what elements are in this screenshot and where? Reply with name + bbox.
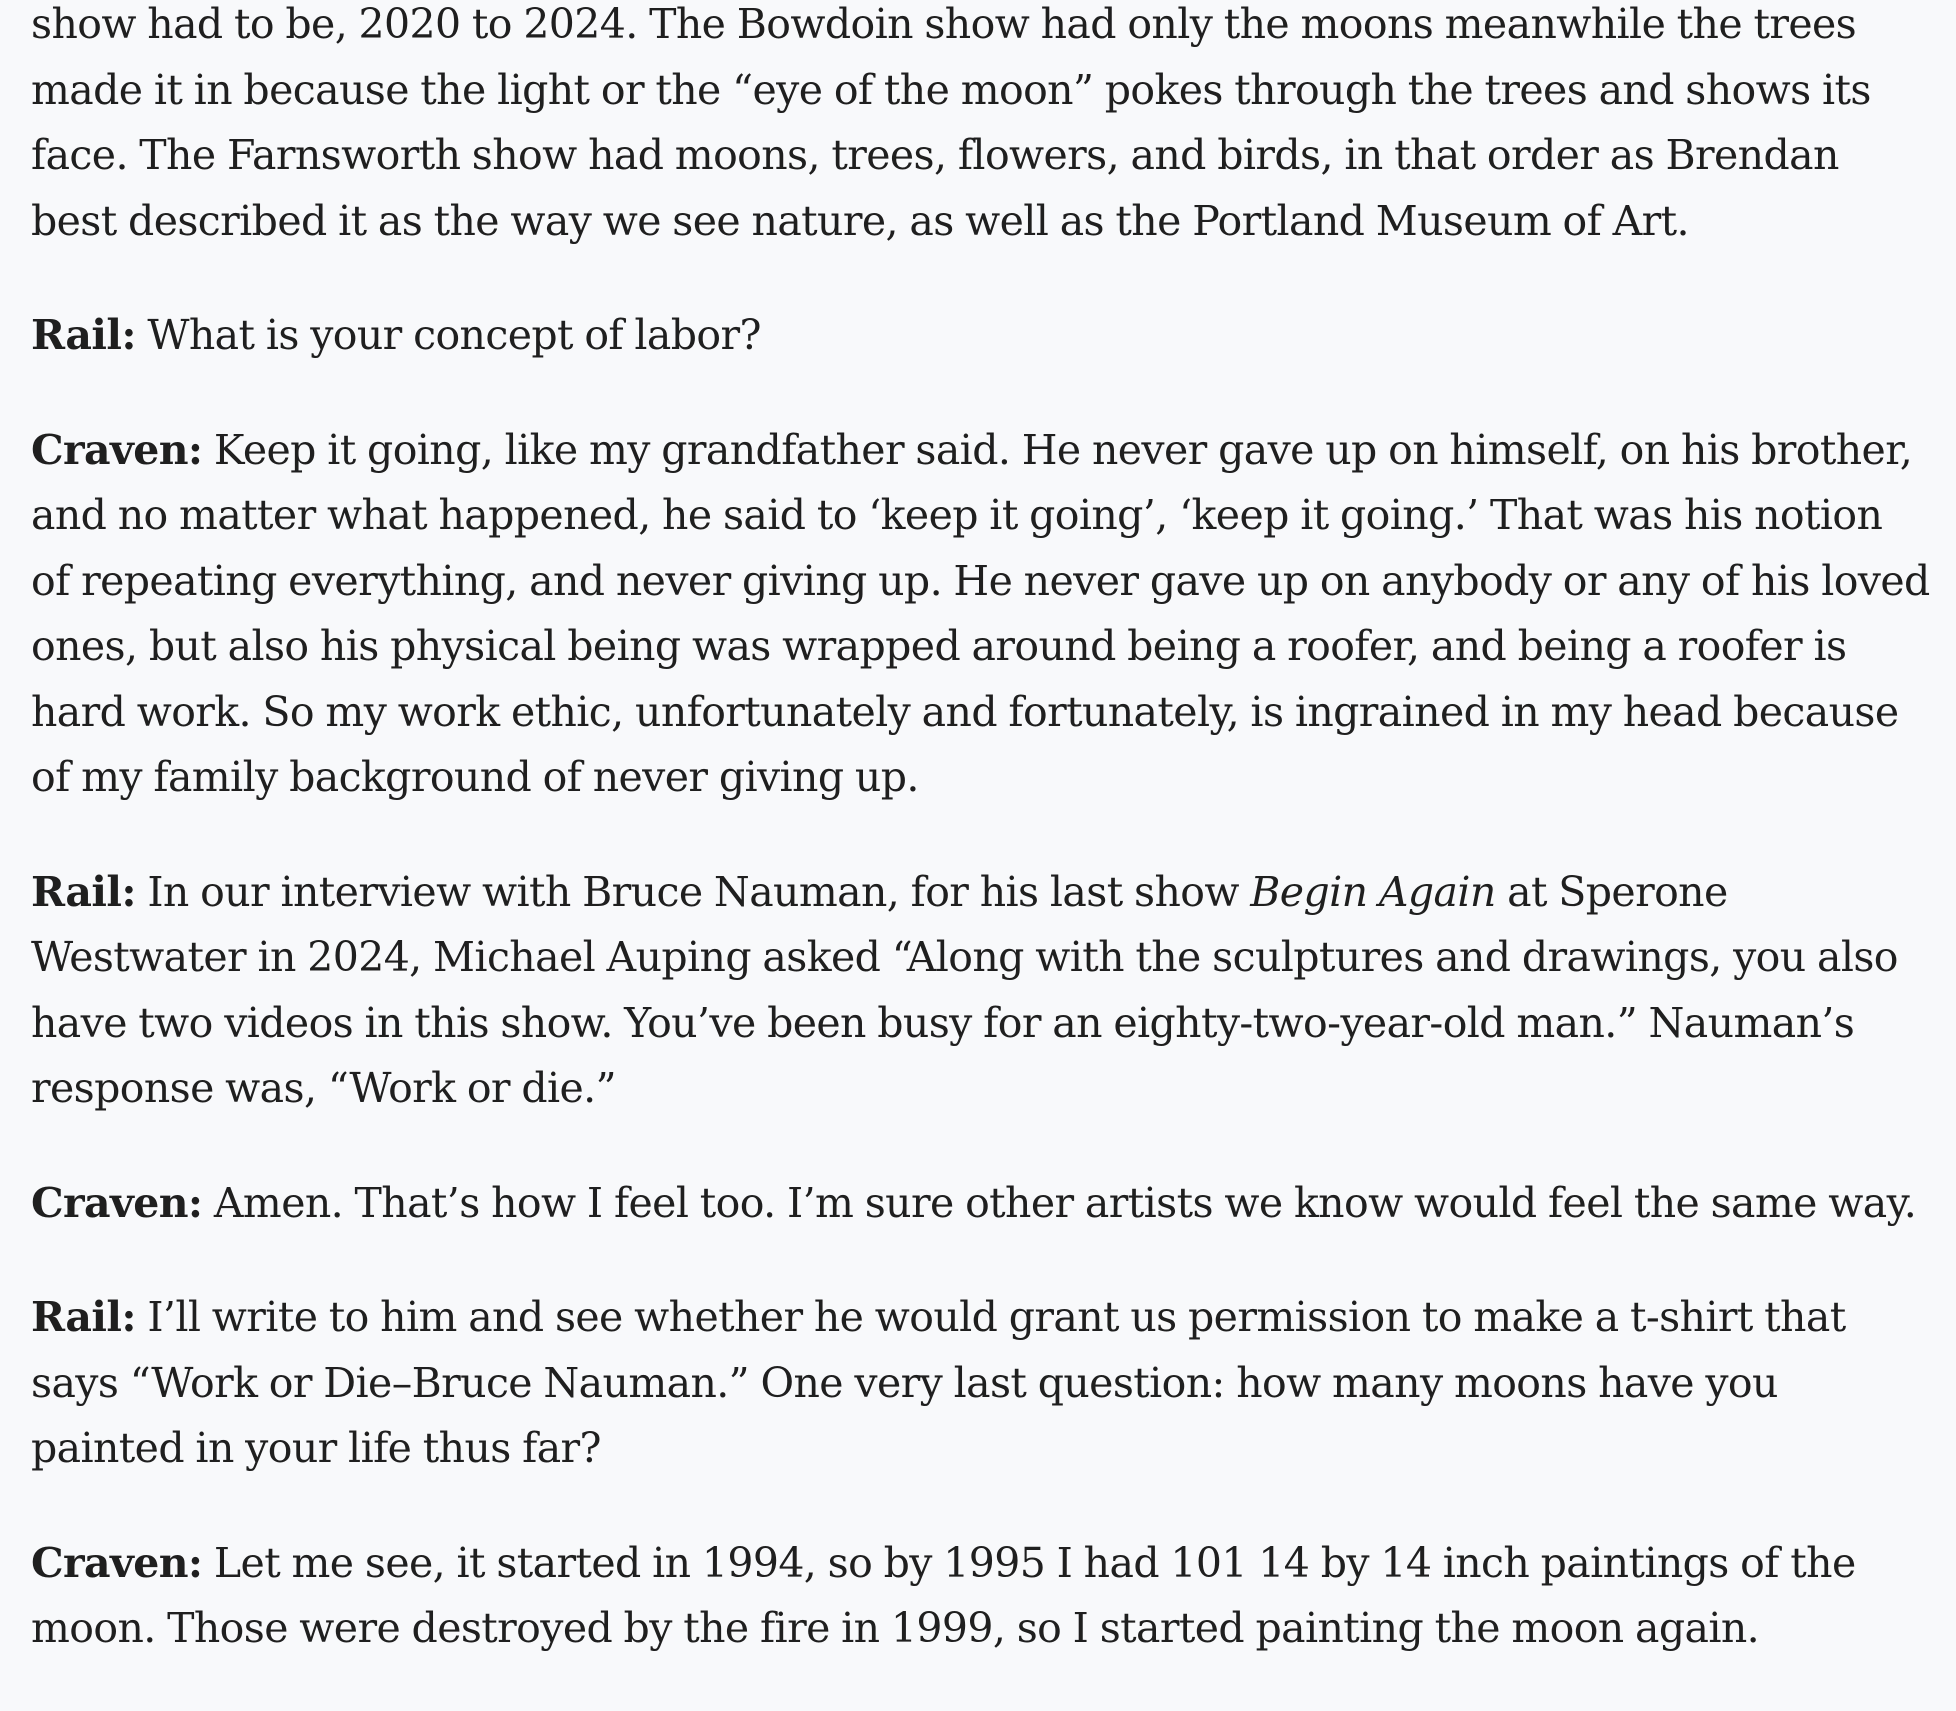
paragraph-craven-answer-moons [31, 1531, 1931, 1662]
paragraph-craven-answer-amen [31, 1171, 1931, 1237]
paragraph-text: I’ll write to him and see whether he would grant us permission to make a t-shirt that says “Work or Die–Bruce Nauman.” One very last question: how many moons have you painted in your life thus far? [31, 1293, 1846, 1472]
speaker-label: Rail: [31, 1293, 136, 1341]
speaker-label: Craven: [31, 1538, 203, 1587]
paragraph-craven-answer-labor [31, 418, 1931, 811]
show-title: Begin Again [1250, 867, 1496, 916]
paragraph-text: at Sperone Westwater in 2024, Michael Auping asked “Along with the sculptures and drawings, you also have two videos in this show. You’ve been busy for an eighty-two-year-old man.” Nauman’s response was, “Work or die.” [31, 867, 1898, 1112]
speaker-label: Rail: [31, 311, 136, 359]
paragraph-text: What is your concept of labor? [135, 311, 761, 359]
paragraph-text: In our interview with Bruce Nauman, for his last show [135, 867, 1251, 916]
speaker-label: Craven: [31, 1178, 203, 1227]
paragraph-text: Keep it going, like my grandfather said. He never gave up on himself, on his brother, and no matter what happened, he said to ‘keep it going’, ‘keep it going.’ That was his notion of repeating everything, and never giving up. He never gave up on anybody or any of his loved ones, but also his physical being was wrapped around being a roofer, and being a roofer is hard work. So my work ethic, unfortunately and fortunately, is ingrained in my head because of my family background of never giving up. [31, 425, 1930, 801]
speaker-label: Craven: [31, 425, 203, 474]
paragraph-text: show had to be, 2020 to 2024. The Bowdoin show had only the moons meanwhile the trees made it in because the light or the “eye of the moon” pokes through the trees and shows its face. The Farnsworth show had moons, trees, flowers, and birds, in that order as Brendan best described it as the way we see nature, as well as the Portland Museum of Art. [31, 0, 1871, 245]
paragraph-text: Let me see, it started in 1994, so by 1995 I had 101 14 by 14 inch paintings of the moon. Those were destroyed by the fire in 1999, so I started painting the moon again. [31, 1538, 1856, 1652]
paragraph-rail-question-labor [31, 303, 1931, 369]
paragraph-intro [31, 0, 1931, 254]
paragraph-rail-question-nauman [31, 860, 1931, 1122]
article-body [31, 0, 1931, 1711]
paragraph-text: Amen. That’s how I feel too. I’m sure other artists we know would feel the same way. [202, 1178, 1917, 1227]
paragraph-rail-question-moons [31, 1285, 1931, 1482]
speaker-label: Rail: [31, 867, 136, 916]
